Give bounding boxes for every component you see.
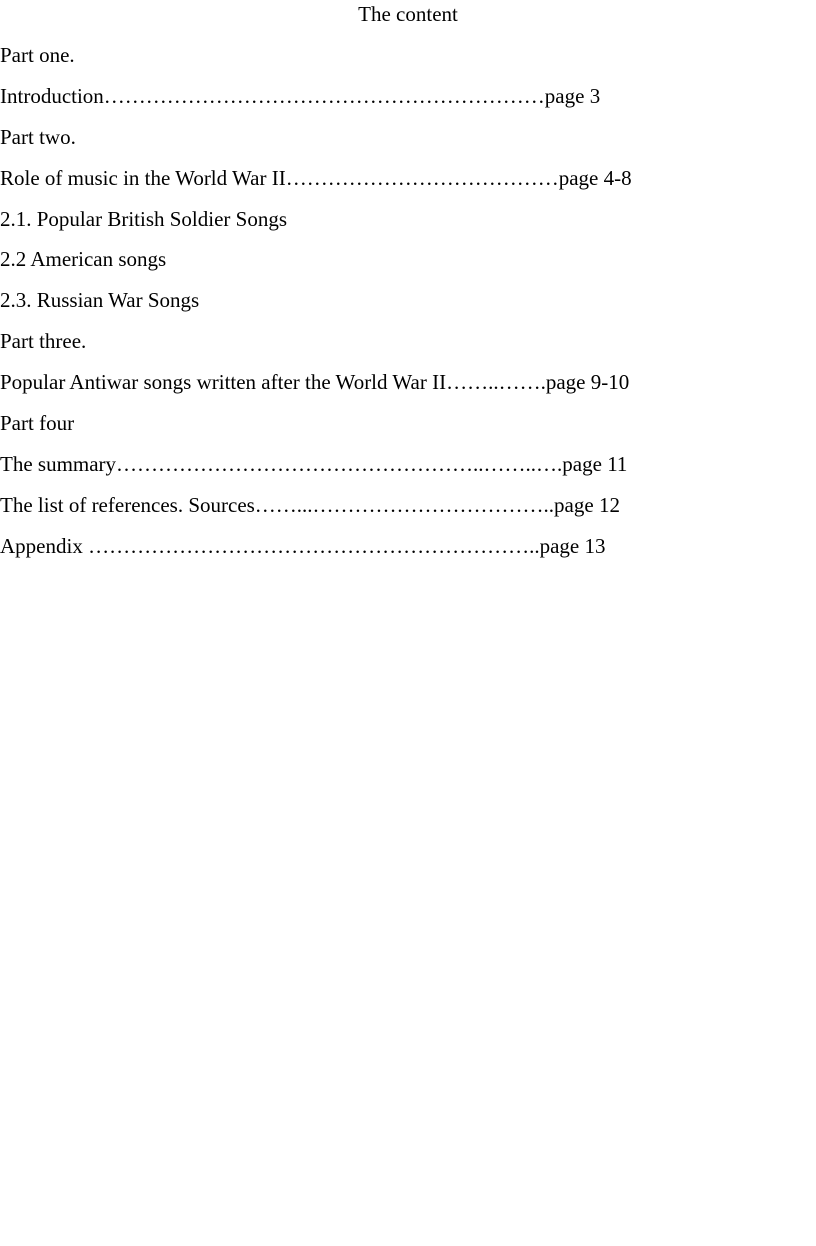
toc-part-four-heading: Part four bbox=[0, 411, 75, 436]
toc-entry-antiwar-songs: Popular Antiwar songs written after the World War II……..…….page 9-10 bbox=[0, 370, 630, 395]
toc-subentry-british-songs: 2.1. Popular British Soldier Songs bbox=[0, 206, 288, 231]
toc-subentry-russian-songs: 2.3. Russian War Songs bbox=[0, 288, 200, 313]
toc-entry-references: The list of references. Sources……...……………………………..page 12 bbox=[0, 492, 620, 517]
toc-entry-appendix: Appendix ………………………………………………………..page 13 bbox=[0, 533, 606, 558]
toc-entry-introduction: Introduction………………………………………………………page 3 bbox=[0, 83, 601, 108]
toc-part-two-heading: Part two. bbox=[0, 124, 76, 149]
toc-part-one-heading: Part one. bbox=[0, 43, 75, 67]
toc-part-three-heading: Part three. bbox=[0, 329, 87, 354]
table-of-contents bbox=[0, 41, 816, 573]
toc-entry-summary: The summary……………………………………………..……..….page 11 bbox=[0, 451, 628, 476]
page-title: The content bbox=[358, 2, 458, 26]
toc-subentry-american-songs: 2.2 American songs bbox=[0, 247, 167, 272]
toc-entry-role-of-music: Role of music in the World War II…………………………………page 4-8 bbox=[0, 165, 632, 190]
